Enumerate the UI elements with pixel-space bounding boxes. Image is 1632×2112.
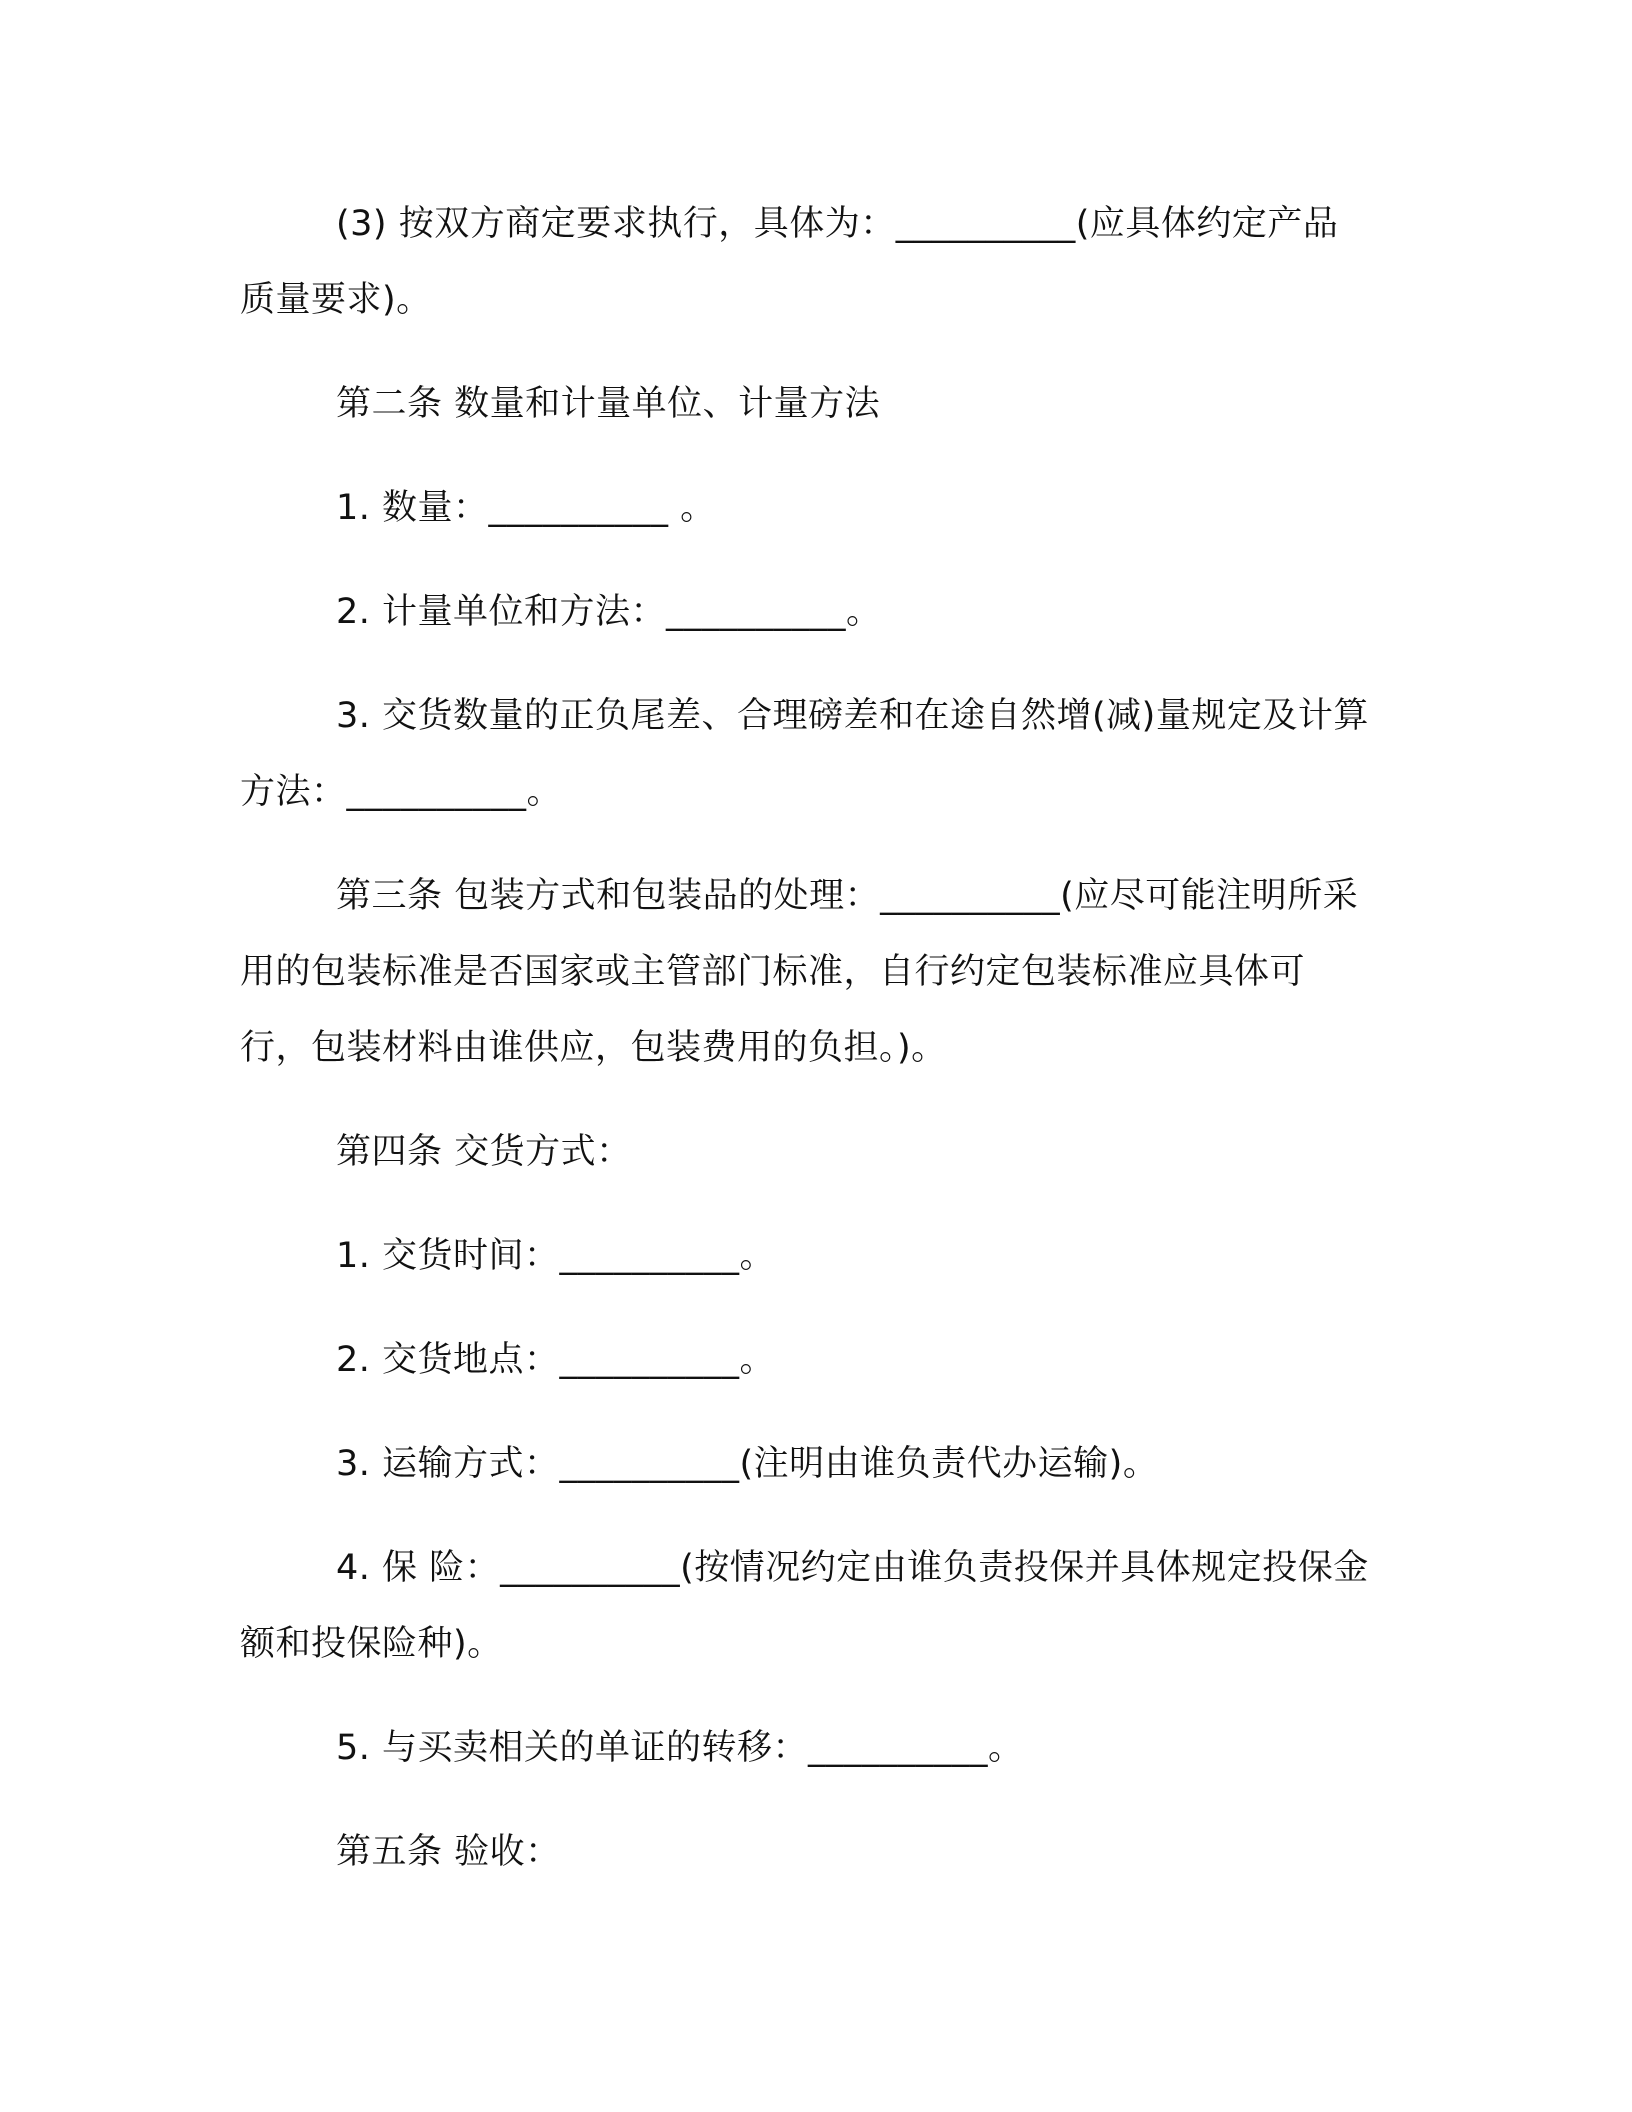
delivery-location-clause: 2. 交货地点：__________。: [336, 1340, 776, 1380]
quality-requirement-clause: (3) 按双方商定要求执行，具体为：__________(应具体约定产品质量要求)。: [240, 204, 1339, 320]
delivery-tolerance-clause: 3. 交货数量的正负尾差、合理磅差和在途自然增(减)量规定及计算方法：__________。: [240, 696, 1369, 812]
document-body: [240, 186, 1370, 1890]
article-4-heading: 第四条 交货方式：: [336, 1132, 632, 1172]
article-5-heading: 第五条 验收：: [336, 1832, 561, 1872]
delivery-time-clause: 1. 交货时间：__________。: [336, 1236, 776, 1276]
article-2-heading: 第二条 数量和计量单位、计量方法: [336, 384, 881, 424]
transport-method-clause: 3. 运输方式：__________(注明由谁负责代办运输)。: [336, 1444, 1159, 1484]
quantity-clause: 1. 数量：__________ 。: [336, 488, 716, 528]
insurance-clause: 4. 保 险：__________(按情况约定由谁负责投保并具体规定投保金额和投保险种)。: [240, 1548, 1369, 1664]
measurement-unit-clause: 2. 计量单位和方法：__________。: [336, 592, 882, 632]
documents-transfer-clause: 5. 与买卖相关的单证的转移：__________。: [336, 1728, 1024, 1768]
article-3-packaging-clause: 第三条 包装方式和包装品的处理：__________(应尽可能注明所采用的包装标准是否国家或主管部门标准，自行约定包装标准应具体可行，包装材料由谁供应，包装费用的负担。)。: [240, 876, 1359, 1068]
